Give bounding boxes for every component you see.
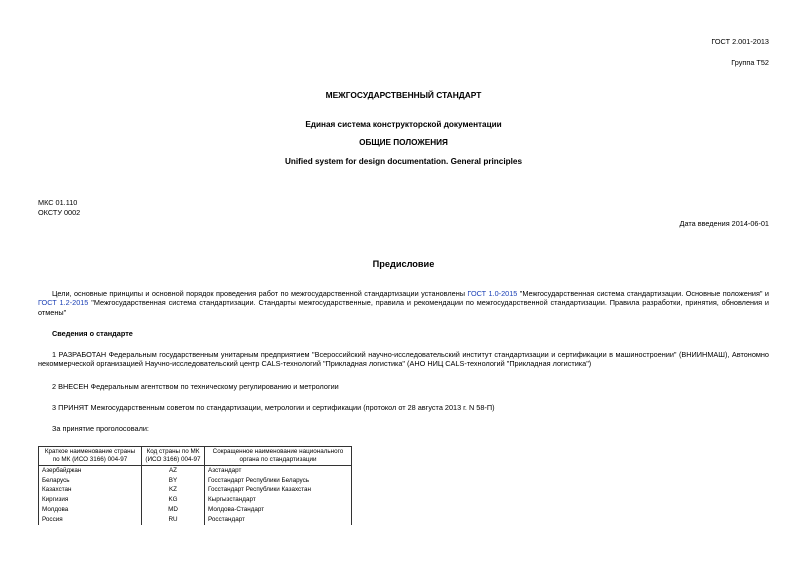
body-cell: Молдова-Стандарт xyxy=(205,505,352,515)
country-cell: Россия xyxy=(39,515,142,525)
code-cell: MD xyxy=(142,505,205,515)
item-developed: 1 РАЗРАБОТАН Федеральным государственным унитарным предприятием "Всероссийский научно-исследовательский институт стандартизации и сертификации в машиностроении" (ВНИИНМАШ), Автономно некоммерческой организацией Научно-исследовательский центр CALS-технологий "Прикладная логистика" (АНО НИЦ CALS-технологий "Прикладная логистика") xyxy=(38,350,769,369)
system-title: Единая система конструкторской документации xyxy=(305,120,502,129)
group-label: Группа Т52 xyxy=(731,58,769,67)
doc-code: ГОСТ 2.001-2013 xyxy=(711,37,769,46)
body-cell: Росстандарт xyxy=(205,515,352,525)
body-cell: Госстандарт Республики Беларусь xyxy=(205,476,352,486)
code-cell: BY xyxy=(142,476,205,486)
country-cell: Молдова xyxy=(39,505,142,515)
item-adopted: 3 ПРИНЯТ Межгосударственным советом по стандартизации, метрологии и сертификации (протокол от 28 августа 2013 г. N 58-П) xyxy=(52,403,495,412)
code-cell: AZ xyxy=(142,465,205,475)
code-cell: RU xyxy=(142,515,205,525)
table-row xyxy=(39,505,352,515)
header-country: Краткое наименование страны по МК (ИСО 3166) 004-97 xyxy=(39,447,142,466)
item-submitted: 2 ВНЕСЕН Федеральным агентством по техническому регулированию и метрологии xyxy=(52,382,339,391)
country-cell: Беларусь xyxy=(39,476,142,486)
okstu-code: ОКСТУ 0002 xyxy=(38,208,81,217)
voted-label: За принятие проголосовали: xyxy=(52,424,149,433)
table-row xyxy=(39,485,352,495)
foreword-text-start: Цели, основные принципы и основной порядок проведения работ по межгосударственной стандартизации установлены xyxy=(52,289,468,298)
header-code: Код страны по МК (ИСО 3166) 004-97 xyxy=(142,447,205,466)
foreword-text-mid: "Межгосударственная система стандартизации. Основные положения" и xyxy=(517,289,769,298)
gost-1-0-link[interactable]: ГОСТ 1.0-2015 xyxy=(467,289,518,298)
country-cell: Азербайджан xyxy=(39,465,142,475)
table-row xyxy=(39,476,352,486)
code-cell: KG xyxy=(142,495,205,505)
body-cell: Госстандарт Республики Казахстан xyxy=(205,485,352,495)
gost-1-2-link[interactable]: ГОСТ 1.2-2015 xyxy=(38,298,89,308)
code-cell: KZ xyxy=(142,485,205,495)
body-cell: Азстандарт xyxy=(205,465,352,475)
body-cell: Кыргызстандарт xyxy=(205,495,352,505)
voting-table xyxy=(38,446,352,525)
standard-type-title: МЕЖГОСУДАРСТВЕННЫЙ СТАНДАРТ xyxy=(325,90,482,100)
intro-date: Дата введения 2014-06-01 xyxy=(679,219,769,228)
table-row xyxy=(39,495,352,505)
subject-title: ОБЩИЕ ПОЛОЖЕНИЯ xyxy=(359,138,448,147)
country-cell: Киргизия xyxy=(39,495,142,505)
country-cell: Казахстан xyxy=(39,485,142,495)
header-body: Сокращенное наименование национального органа по стандартизации xyxy=(205,447,352,466)
english-title: Unified system for design documentation. General principles xyxy=(284,157,523,166)
foreword-text-end: "Межгосударственная система стандартизации. Стандарты межгосударственные, правила и рекомендации по межгосударственной стандартизации. Правила разработки, принятия, обновления и отмены" xyxy=(38,298,769,317)
table-row xyxy=(39,465,352,475)
foreword-paragraph xyxy=(38,289,769,317)
foreword-heading: Предисловие xyxy=(372,259,435,269)
table-row xyxy=(39,515,352,525)
about-heading: Сведения о стандарте xyxy=(52,329,133,338)
mks-code: МКС 01.110 xyxy=(38,198,78,207)
table-header-row xyxy=(39,447,352,466)
